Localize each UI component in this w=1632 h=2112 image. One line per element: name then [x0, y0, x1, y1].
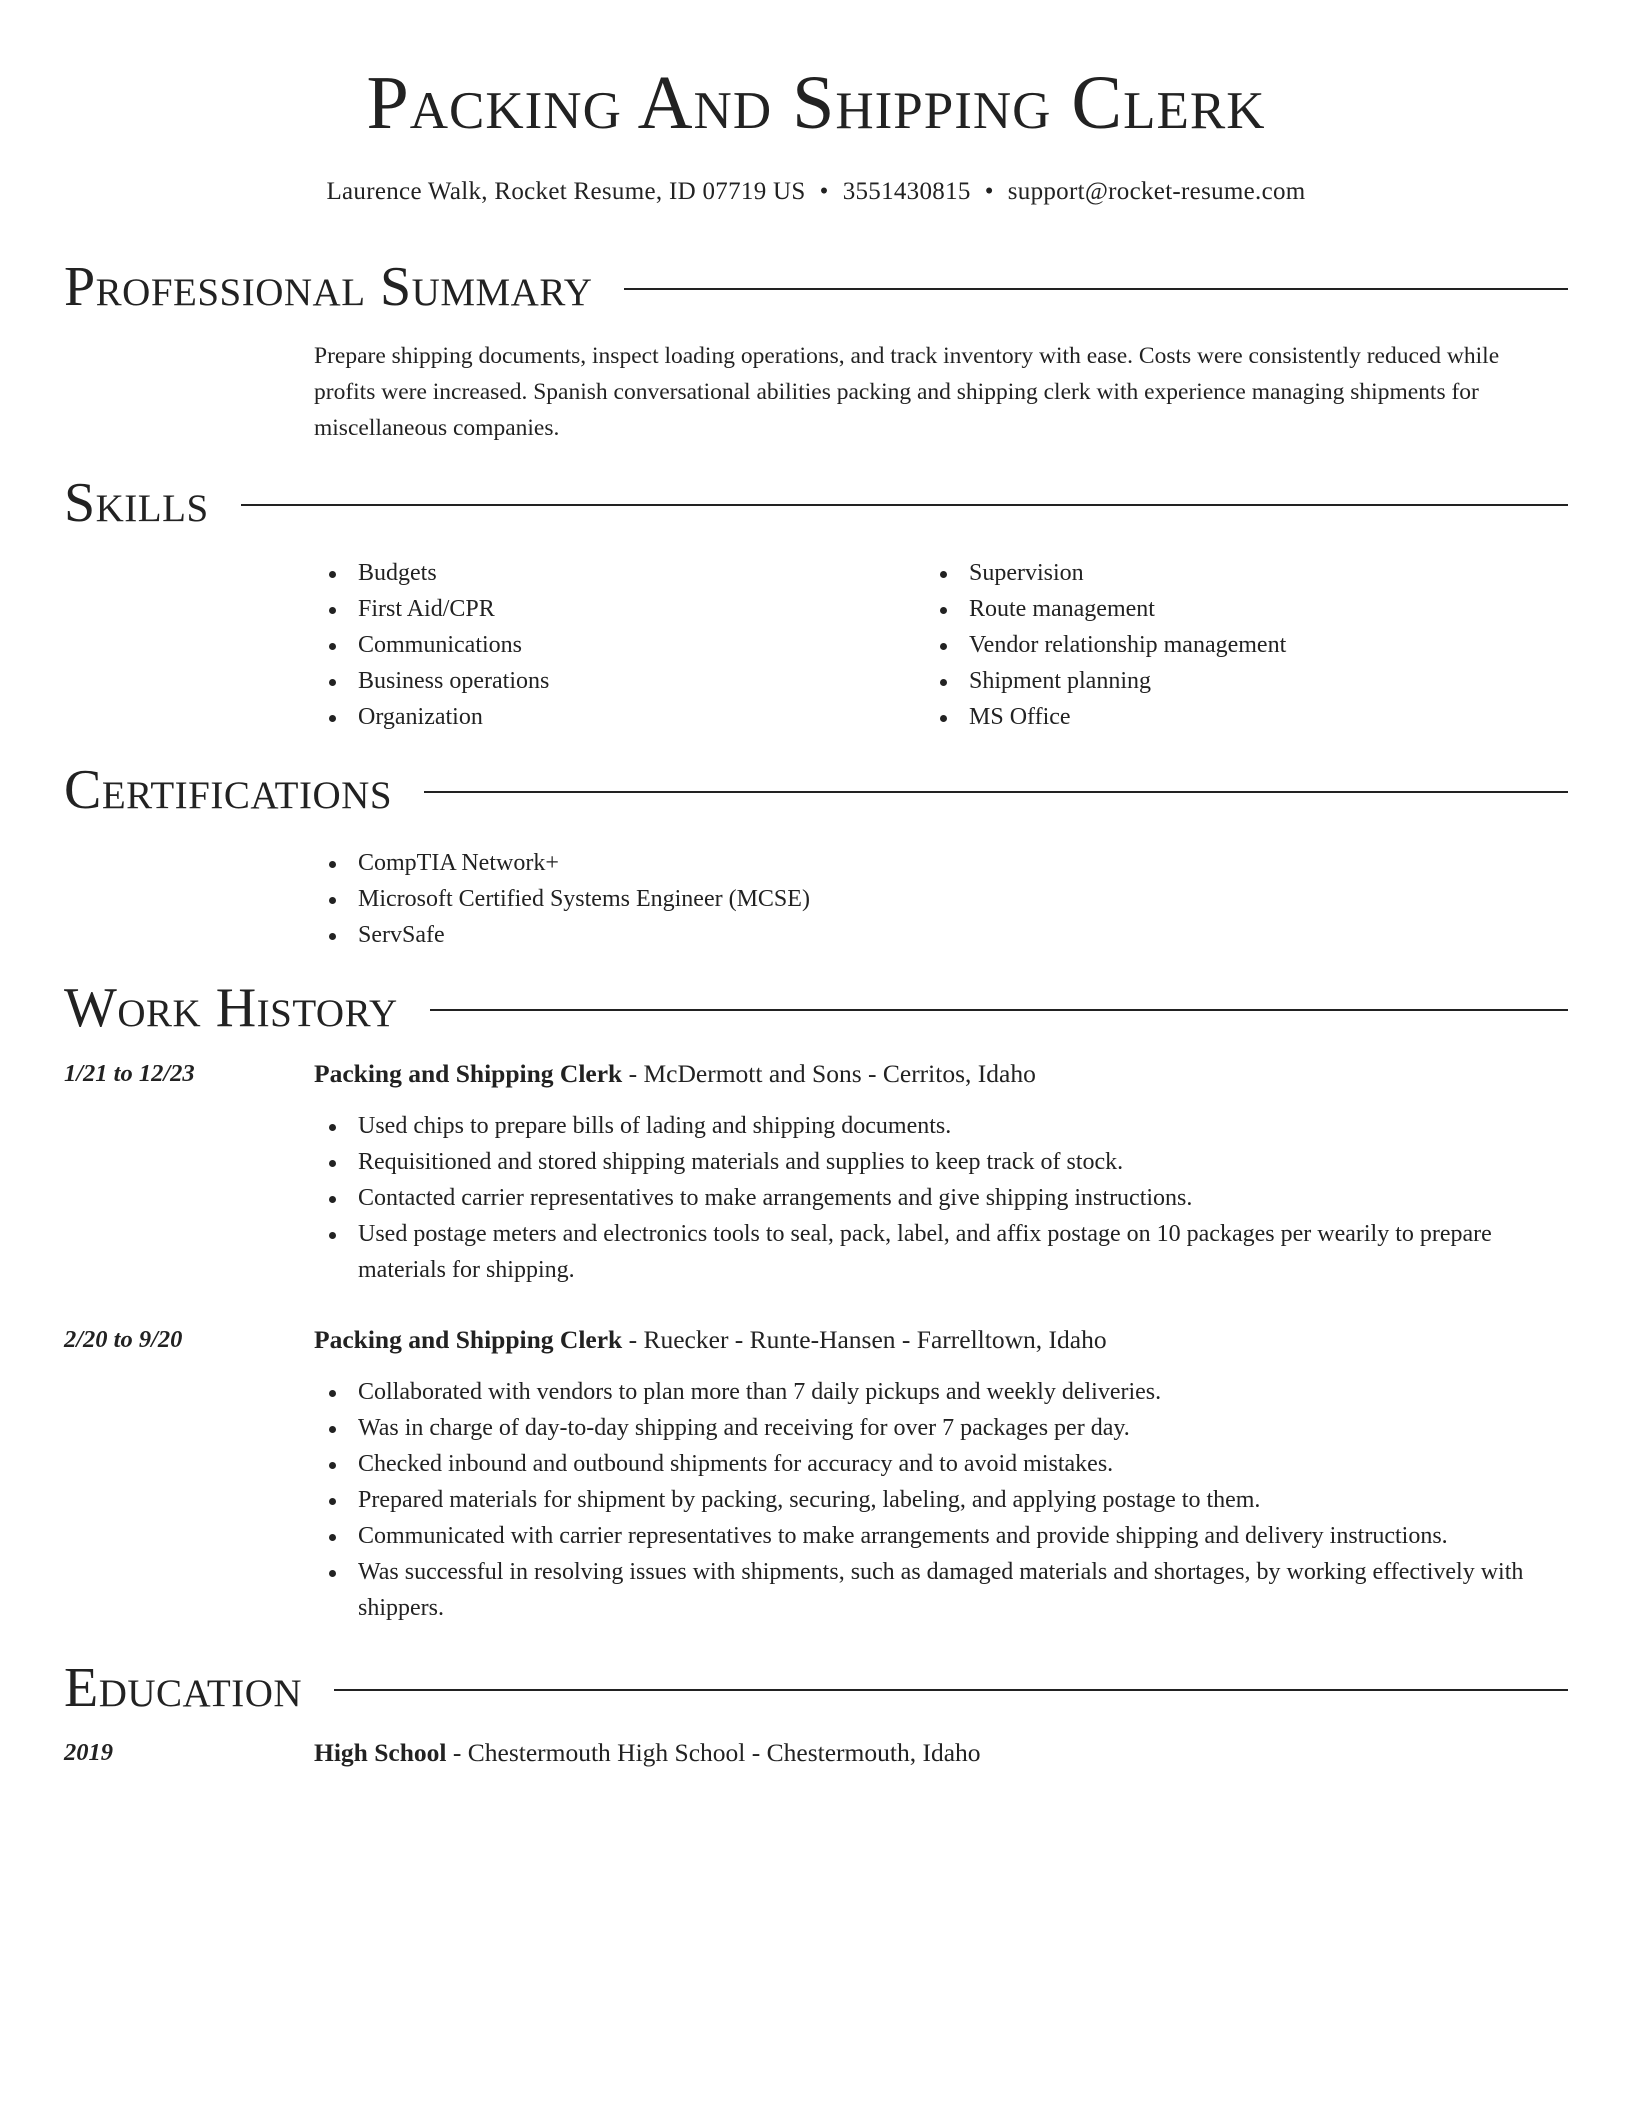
job-bullets — [314, 1374, 1564, 1626]
contact-line — [0, 175, 1632, 209]
section-header-certifications — [64, 755, 1568, 825]
job-bullet: Prepared materials for shipment by packing, securing, labeling, and applying postage to them. — [314, 1482, 1564, 1518]
skills-column-left — [314, 555, 549, 735]
certification-item: Microsoft Certified Systems Engineer (MCSE) — [314, 881, 810, 917]
skill-item: First Aid/CPR — [314, 591, 549, 627]
job-bullet: Used postage meters and electronics tools to seal, pack, label, and affix postage on 10 packages per wearily to prepare materials for shipping. — [314, 1216, 1564, 1288]
job-bullet: Was successful in resolving issues with shipments, such as damaged materials and shortages, by working effectively with shippers. — [314, 1554, 1564, 1626]
contact-separator: • — [984, 178, 994, 205]
education-degree: High School — [314, 1738, 447, 1767]
resume-title: Packing And Shipping Clerk — [366, 61, 1266, 145]
contact-separator: • — [819, 178, 829, 205]
skill-item: Communications — [314, 627, 549, 663]
skill-item: Route management — [925, 591, 1286, 627]
job-title: Packing and Shipping Clerk — [314, 1059, 623, 1088]
section-title: Work History — [64, 977, 398, 1039]
skills-column-right — [925, 555, 1286, 735]
section-divider — [241, 504, 1568, 506]
section-divider — [424, 791, 1568, 793]
job-bullet: Checked inbound and outbound shipments for accuracy and to avoid mistakes. — [314, 1446, 1564, 1482]
section-header-skills — [64, 468, 1568, 538]
job-title: Packing and Shipping Clerk — [314, 1325, 623, 1354]
skill-item: MS Office — [925, 699, 1286, 735]
section-title: Certifications — [64, 759, 393, 821]
section-title: Education — [64, 1657, 303, 1719]
job-bullet: Communicated with carrier representatives to make arrangements and provide shipping and delivery instructions. — [314, 1518, 1564, 1554]
summary-text: Prepare shipping documents, inspect loading operations, and track inventory with ease. Costs were consistently reduced while profits were increased. Spanish conversational abilities packing and shipping clerk with experience managing shipments for miscellaneous companies. — [314, 343, 1500, 441]
contact-email: support@rocket-resume.com — [1007, 178, 1306, 205]
section-divider — [430, 1009, 1568, 1011]
job-bullet: Used chips to prepare bills of lading and shipping documents. — [314, 1108, 1564, 1144]
education-year: 2019 — [64, 1739, 113, 1766]
education-heading — [314, 1735, 981, 1771]
skill-item: Budgets — [314, 555, 549, 591]
job-bullet: Collaborated with vendors to plan more than 7 daily pickups and weekly deliveries. — [314, 1374, 1564, 1410]
section-title: Skills — [64, 472, 209, 534]
contact-phone: 3551430815 — [842, 178, 971, 205]
section-title: Professional Summary — [64, 256, 593, 318]
skill-item: Vendor relationship management — [925, 627, 1286, 663]
job-heading — [314, 1056, 1036, 1092]
skill-item: Organization — [314, 699, 549, 735]
job-bullet: Was in charge of day-to-day shipping and receiving for over 7 packages per day. — [314, 1410, 1564, 1446]
education-details: - Chestermouth High School - Chestermouth, Idaho — [446, 1738, 981, 1767]
job-dates: 2/20 to 9/20 — [64, 1326, 183, 1353]
section-divider — [624, 288, 1568, 290]
job-bullet: Requisitioned and stored shipping materials and supplies to keep track of stock. — [314, 1144, 1564, 1180]
section-divider — [334, 1689, 1568, 1691]
job-dates: 1/21 to 12/23 — [64, 1060, 195, 1087]
job-details: - McDermott and Sons - Cerritos, Idaho — [622, 1059, 1036, 1088]
skill-item: Shipment planning — [925, 663, 1286, 699]
job-heading — [314, 1322, 1107, 1358]
job-details: - Ruecker - Runte-Hansen - Farrelltown, Idaho — [622, 1325, 1107, 1354]
job-bullets — [314, 1108, 1564, 1288]
job-bullet: Contacted carrier representatives to make arrangements and give shipping instructions. — [314, 1180, 1564, 1216]
section-header-education — [64, 1653, 1568, 1723]
skill-item: Business operations — [314, 663, 549, 699]
certification-item: ServSafe — [314, 917, 810, 953]
section-header-summary — [64, 252, 1568, 322]
section-header-work-history — [64, 973, 1568, 1043]
certifications-list — [314, 845, 810, 953]
contact-address: Laurence Walk, Rocket Resume, ID 07719 US — [326, 178, 806, 205]
certification-item: CompTIA Network+ — [314, 845, 810, 881]
skill-item: Supervision — [925, 555, 1286, 591]
